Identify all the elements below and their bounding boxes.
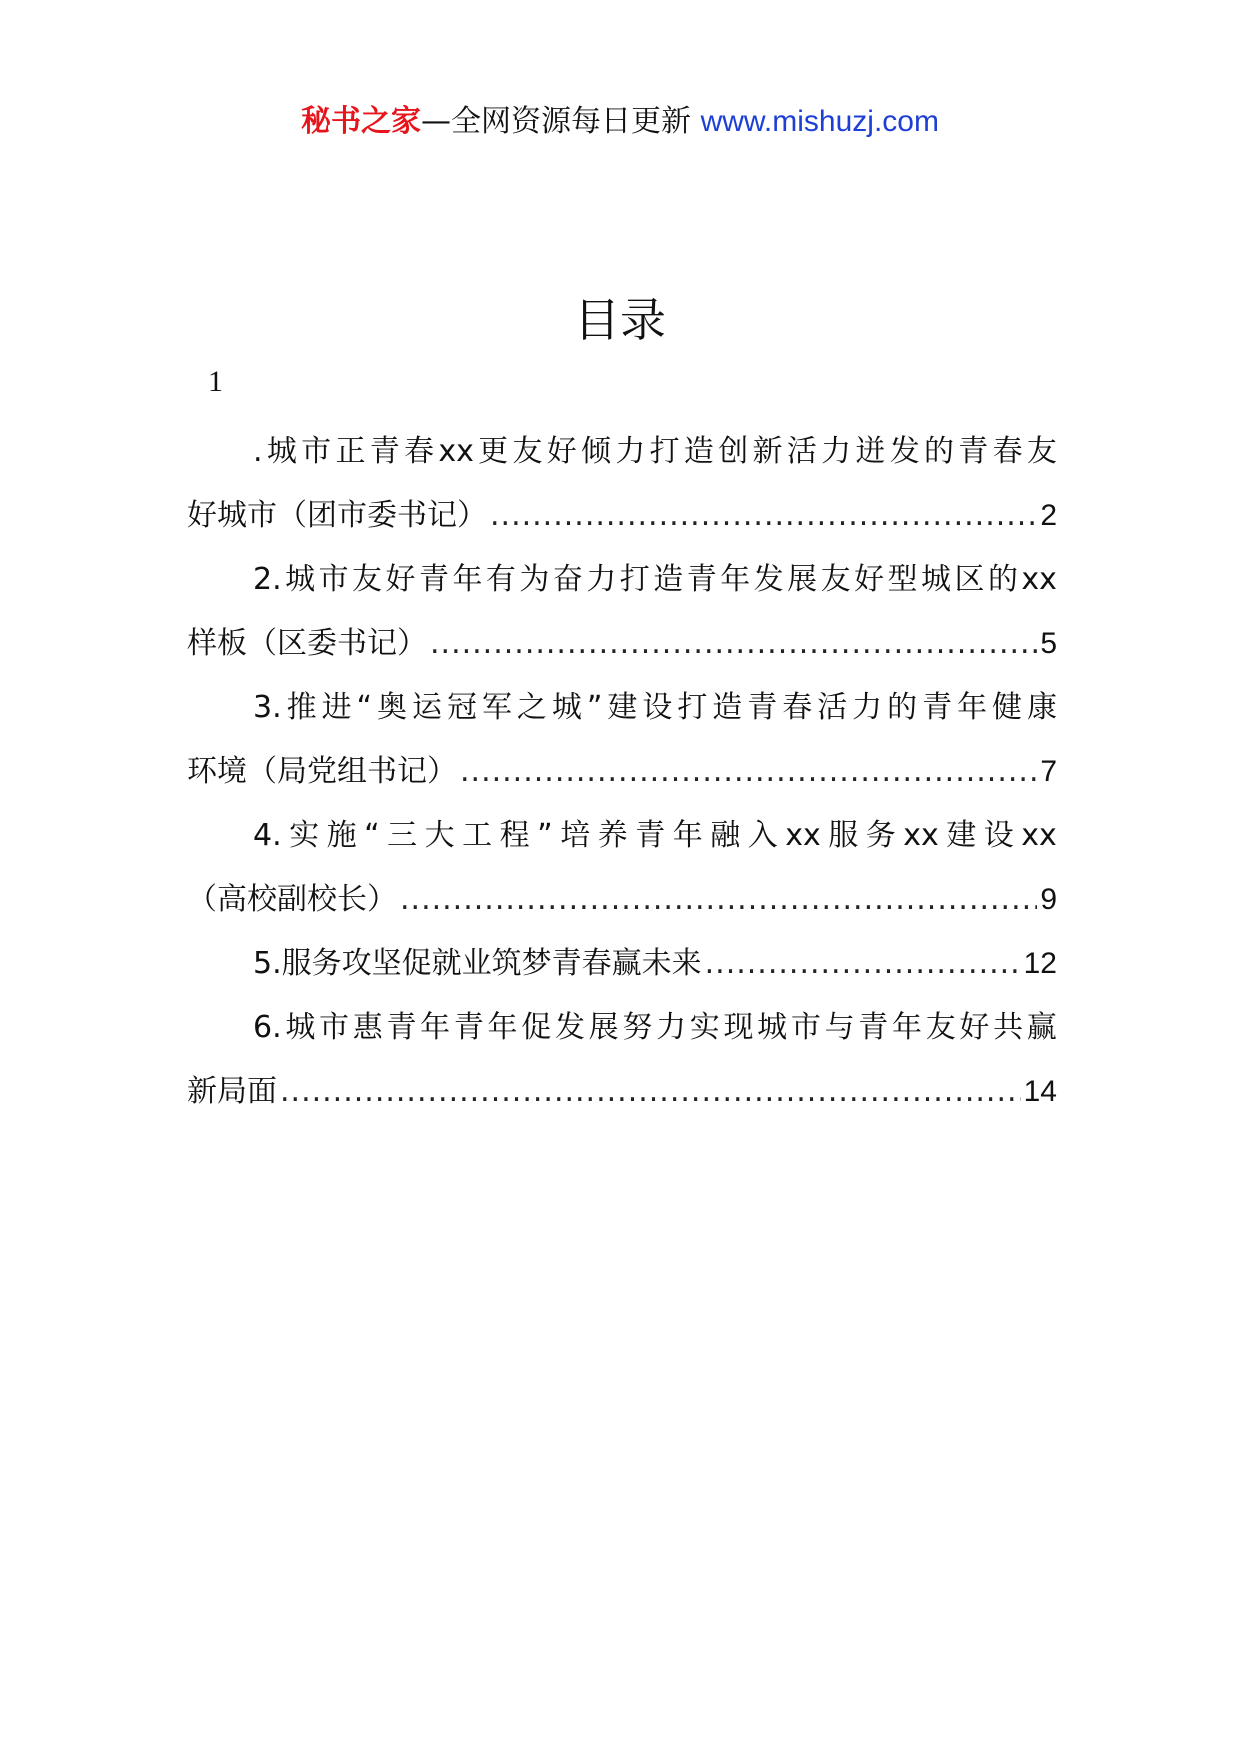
table-of-contents xyxy=(187,420,1057,1124)
title-glyph: 青 xyxy=(453,1010,484,1045)
title-glyph: 创 xyxy=(718,434,749,469)
title-glyph: 迸 xyxy=(855,434,886,469)
title-glyph: 青 xyxy=(922,690,953,725)
title-glyph: 运 xyxy=(412,690,443,725)
title-glyph: 活 xyxy=(786,434,817,469)
brand-name: 秘书之家 xyxy=(301,104,422,139)
dot-leader xyxy=(705,932,1021,996)
title-glyph: 发 xyxy=(753,562,784,597)
title-glyph: 年 xyxy=(720,562,751,597)
banner-tagline: —全网资源每日更新 xyxy=(421,104,692,139)
title-glyph: 健 xyxy=(992,690,1023,725)
title-glyph: 好 xyxy=(959,1010,990,1045)
title-glyph: 建 xyxy=(946,818,977,853)
title-glyph: 实 xyxy=(289,818,320,853)
title-glyph: 程 xyxy=(499,818,530,853)
title-glyph: 新 xyxy=(752,434,783,469)
toc-entry-4[interactable] xyxy=(187,804,1057,932)
title-glyph: 奋 xyxy=(552,562,583,597)
title-glyph: 春 xyxy=(992,434,1023,469)
title-glyph: 设 xyxy=(983,818,1014,853)
toc-entry-title-line xyxy=(187,420,1057,484)
title-glyph: 城 xyxy=(757,1010,788,1045)
title-glyph: 青 xyxy=(418,562,449,597)
title-glyph: 友 xyxy=(512,434,543,469)
title-glyph: 市 xyxy=(319,1010,350,1045)
dot-leader xyxy=(490,484,1037,548)
title-glyph: 推 xyxy=(286,690,317,725)
toc-entry-second-line xyxy=(187,868,1057,932)
title-glyph: 倾 xyxy=(581,434,612,469)
title-glyph: 友 xyxy=(820,562,851,597)
toc-page-number: 12 xyxy=(1023,947,1057,980)
title-glyph: 展 xyxy=(588,1010,619,1045)
title-glyph: 2. xyxy=(253,562,282,597)
title-glyph: 建 xyxy=(607,690,638,725)
dot-leader xyxy=(430,612,1037,676)
title-glyph: 有 xyxy=(485,562,516,597)
dot-leader xyxy=(460,740,1037,804)
title-glyph: 市 xyxy=(301,434,332,469)
title-glyph: 工 xyxy=(462,818,493,853)
title-glyph: 发 xyxy=(554,1010,585,1045)
toc-entry-title-continuation: 新局面 xyxy=(187,1074,277,1109)
title-glyph: 4. xyxy=(253,818,282,853)
title-glyph: 发 xyxy=(889,434,920,469)
title-glyph: “ xyxy=(356,690,373,725)
toc-page-number: 7 xyxy=(1040,755,1057,788)
title-glyph: 友 xyxy=(925,1010,956,1045)
title-glyph: 设 xyxy=(642,690,673,725)
toc-page-number: 2 xyxy=(1040,499,1057,532)
toc-entry-title: 5.服务攻坚促就业筑梦青春赢未来 xyxy=(253,946,702,981)
title-glyph: 展 xyxy=(787,562,818,597)
toc-entry-title-line xyxy=(187,804,1057,868)
title-glyph: 融 xyxy=(710,818,741,853)
banner-url-link[interactable]: www.mishuzj.com xyxy=(700,105,939,138)
toc-entry-title-continuation: （高校副校长） xyxy=(187,882,397,917)
dot-leader xyxy=(280,1060,1021,1124)
title-glyph: 培 xyxy=(560,818,591,853)
title-glyph: xx xyxy=(785,818,821,853)
title-glyph: 造 xyxy=(712,690,743,725)
title-glyph: xx xyxy=(438,434,474,469)
title-glyph: 友 xyxy=(352,562,383,597)
title-glyph: 活 xyxy=(817,690,848,725)
title-glyph: 军 xyxy=(481,690,512,725)
title-glyph: 力 xyxy=(586,562,617,597)
title-glyph: 好 xyxy=(854,562,885,597)
toc-entry-title-line xyxy=(187,932,1057,996)
title-glyph: 正 xyxy=(335,434,366,469)
title-glyph: 青 xyxy=(858,1010,889,1045)
title-glyph: 青 xyxy=(369,434,400,469)
toc-entry-second-line xyxy=(187,484,1057,548)
title-glyph: 年 xyxy=(957,690,988,725)
title-glyph: 年 xyxy=(891,1010,922,1045)
title-glyph: 现 xyxy=(723,1010,754,1045)
page-title: 目录 xyxy=(574,293,666,347)
toc-entry-second-line xyxy=(187,612,1057,676)
toc-entry-title-line xyxy=(187,676,1057,740)
title-glyph: 春 xyxy=(782,690,813,725)
toc-entry-title-continuation: 样板（区委书记） xyxy=(187,626,427,661)
toc-entry-2[interactable] xyxy=(187,548,1057,676)
list-number-marker: 1 xyxy=(208,365,223,398)
toc-entry-title-line xyxy=(187,996,1057,1060)
title-glyph: 力 xyxy=(821,434,852,469)
title-glyph: 友 xyxy=(1026,434,1057,469)
title-glyph: 造 xyxy=(653,562,684,597)
title-glyph: 城 xyxy=(285,562,316,597)
title-glyph: 年 xyxy=(672,818,703,853)
title-glyph: 实 xyxy=(689,1010,720,1045)
title-glyph: 的 xyxy=(987,562,1018,597)
title-glyph: 打 xyxy=(619,562,650,597)
title-glyph: 服 xyxy=(828,818,859,853)
title-glyph: 养 xyxy=(597,818,628,853)
toc-entry-3[interactable] xyxy=(187,676,1057,804)
title-glyph: 城 xyxy=(285,1010,316,1045)
title-glyph: 力 xyxy=(656,1010,687,1045)
toc-entry-title-continuation: 环境（局党组书记） xyxy=(187,754,457,789)
toc-entry-second-line xyxy=(187,1060,1057,1124)
title-glyph: 力 xyxy=(615,434,646,469)
title-glyph: 冠 xyxy=(446,690,477,725)
title-glyph: 青 xyxy=(635,818,666,853)
title-glyph: 努 xyxy=(622,1010,653,1045)
toc-entry-6[interactable] xyxy=(187,996,1057,1124)
title-glyph: 打 xyxy=(649,434,680,469)
title-glyph: 青 xyxy=(747,690,778,725)
title-glyph: 务 xyxy=(865,818,896,853)
title-glyph: 年 xyxy=(487,1010,518,1045)
site-banner xyxy=(0,100,1240,144)
title-glyph: 之 xyxy=(516,690,547,725)
title-glyph: 6. xyxy=(253,1010,282,1045)
toc-entry-title-line xyxy=(187,548,1057,612)
title-glyph: 3. xyxy=(253,690,282,725)
title-glyph: 城 xyxy=(921,562,951,597)
title-glyph: xx xyxy=(1021,818,1057,853)
title-glyph: 进 xyxy=(321,690,352,725)
title-glyph: 赢 xyxy=(1026,1010,1057,1045)
toc-page-number: 14 xyxy=(1023,1075,1057,1108)
title-glyph: . xyxy=(253,434,263,469)
title-glyph: 城 xyxy=(266,434,297,469)
title-glyph: 共 xyxy=(993,1010,1024,1045)
title-glyph: 促 xyxy=(521,1010,552,1045)
title-glyph: 施 xyxy=(326,818,357,853)
toc-entry-title-continuation: 好城市（团市委书记） xyxy=(187,498,487,533)
title-glyph: 打 xyxy=(677,690,708,725)
title-glyph: 市 xyxy=(790,1010,821,1045)
title-glyph: 城 xyxy=(551,690,582,725)
title-glyph: xx xyxy=(903,818,939,853)
title-glyph: 奥 xyxy=(377,690,408,725)
title-glyph: 春 xyxy=(404,434,435,469)
title-glyph: 入 xyxy=(747,818,778,853)
toc-page-number: 9 xyxy=(1040,883,1057,916)
toc-page-number: 5 xyxy=(1040,627,1057,660)
title-glyph: 年 xyxy=(420,1010,451,1045)
title-glyph: 年 xyxy=(452,562,483,597)
title-glyph: 青 xyxy=(686,562,717,597)
title-glyph: 康 xyxy=(1027,690,1057,725)
title-glyph: 的 xyxy=(887,690,918,725)
title-glyph: 更 xyxy=(478,434,509,469)
title-glyph: 力 xyxy=(852,690,883,725)
title-glyph: 好 xyxy=(385,562,416,597)
title-glyph: 青 xyxy=(958,434,989,469)
title-glyph: 与 xyxy=(824,1010,855,1045)
title-glyph: 造 xyxy=(683,434,714,469)
title-glyph: 市 xyxy=(318,562,349,597)
title-glyph: 好 xyxy=(546,434,577,469)
title-glyph: 的 xyxy=(924,434,954,469)
title-glyph: “ xyxy=(364,818,380,853)
title-glyph: 为 xyxy=(519,562,550,597)
title-glyph: 三 xyxy=(387,818,418,853)
title-glyph: ” xyxy=(537,818,553,853)
toc-entry-5[interactable] xyxy=(187,932,1057,996)
title-glyph: xx xyxy=(1021,562,1057,597)
toc-entry-second-line xyxy=(187,740,1057,804)
title-glyph: 区 xyxy=(954,562,985,597)
dot-leader xyxy=(400,868,1037,932)
title-glyph: 型 xyxy=(887,562,918,597)
title-glyph: ” xyxy=(586,690,603,725)
title-glyph: 大 xyxy=(424,818,455,853)
toc-entry-1[interactable] xyxy=(187,420,1057,548)
title-glyph: 青 xyxy=(386,1010,417,1045)
title-glyph: 惠 xyxy=(352,1010,383,1045)
